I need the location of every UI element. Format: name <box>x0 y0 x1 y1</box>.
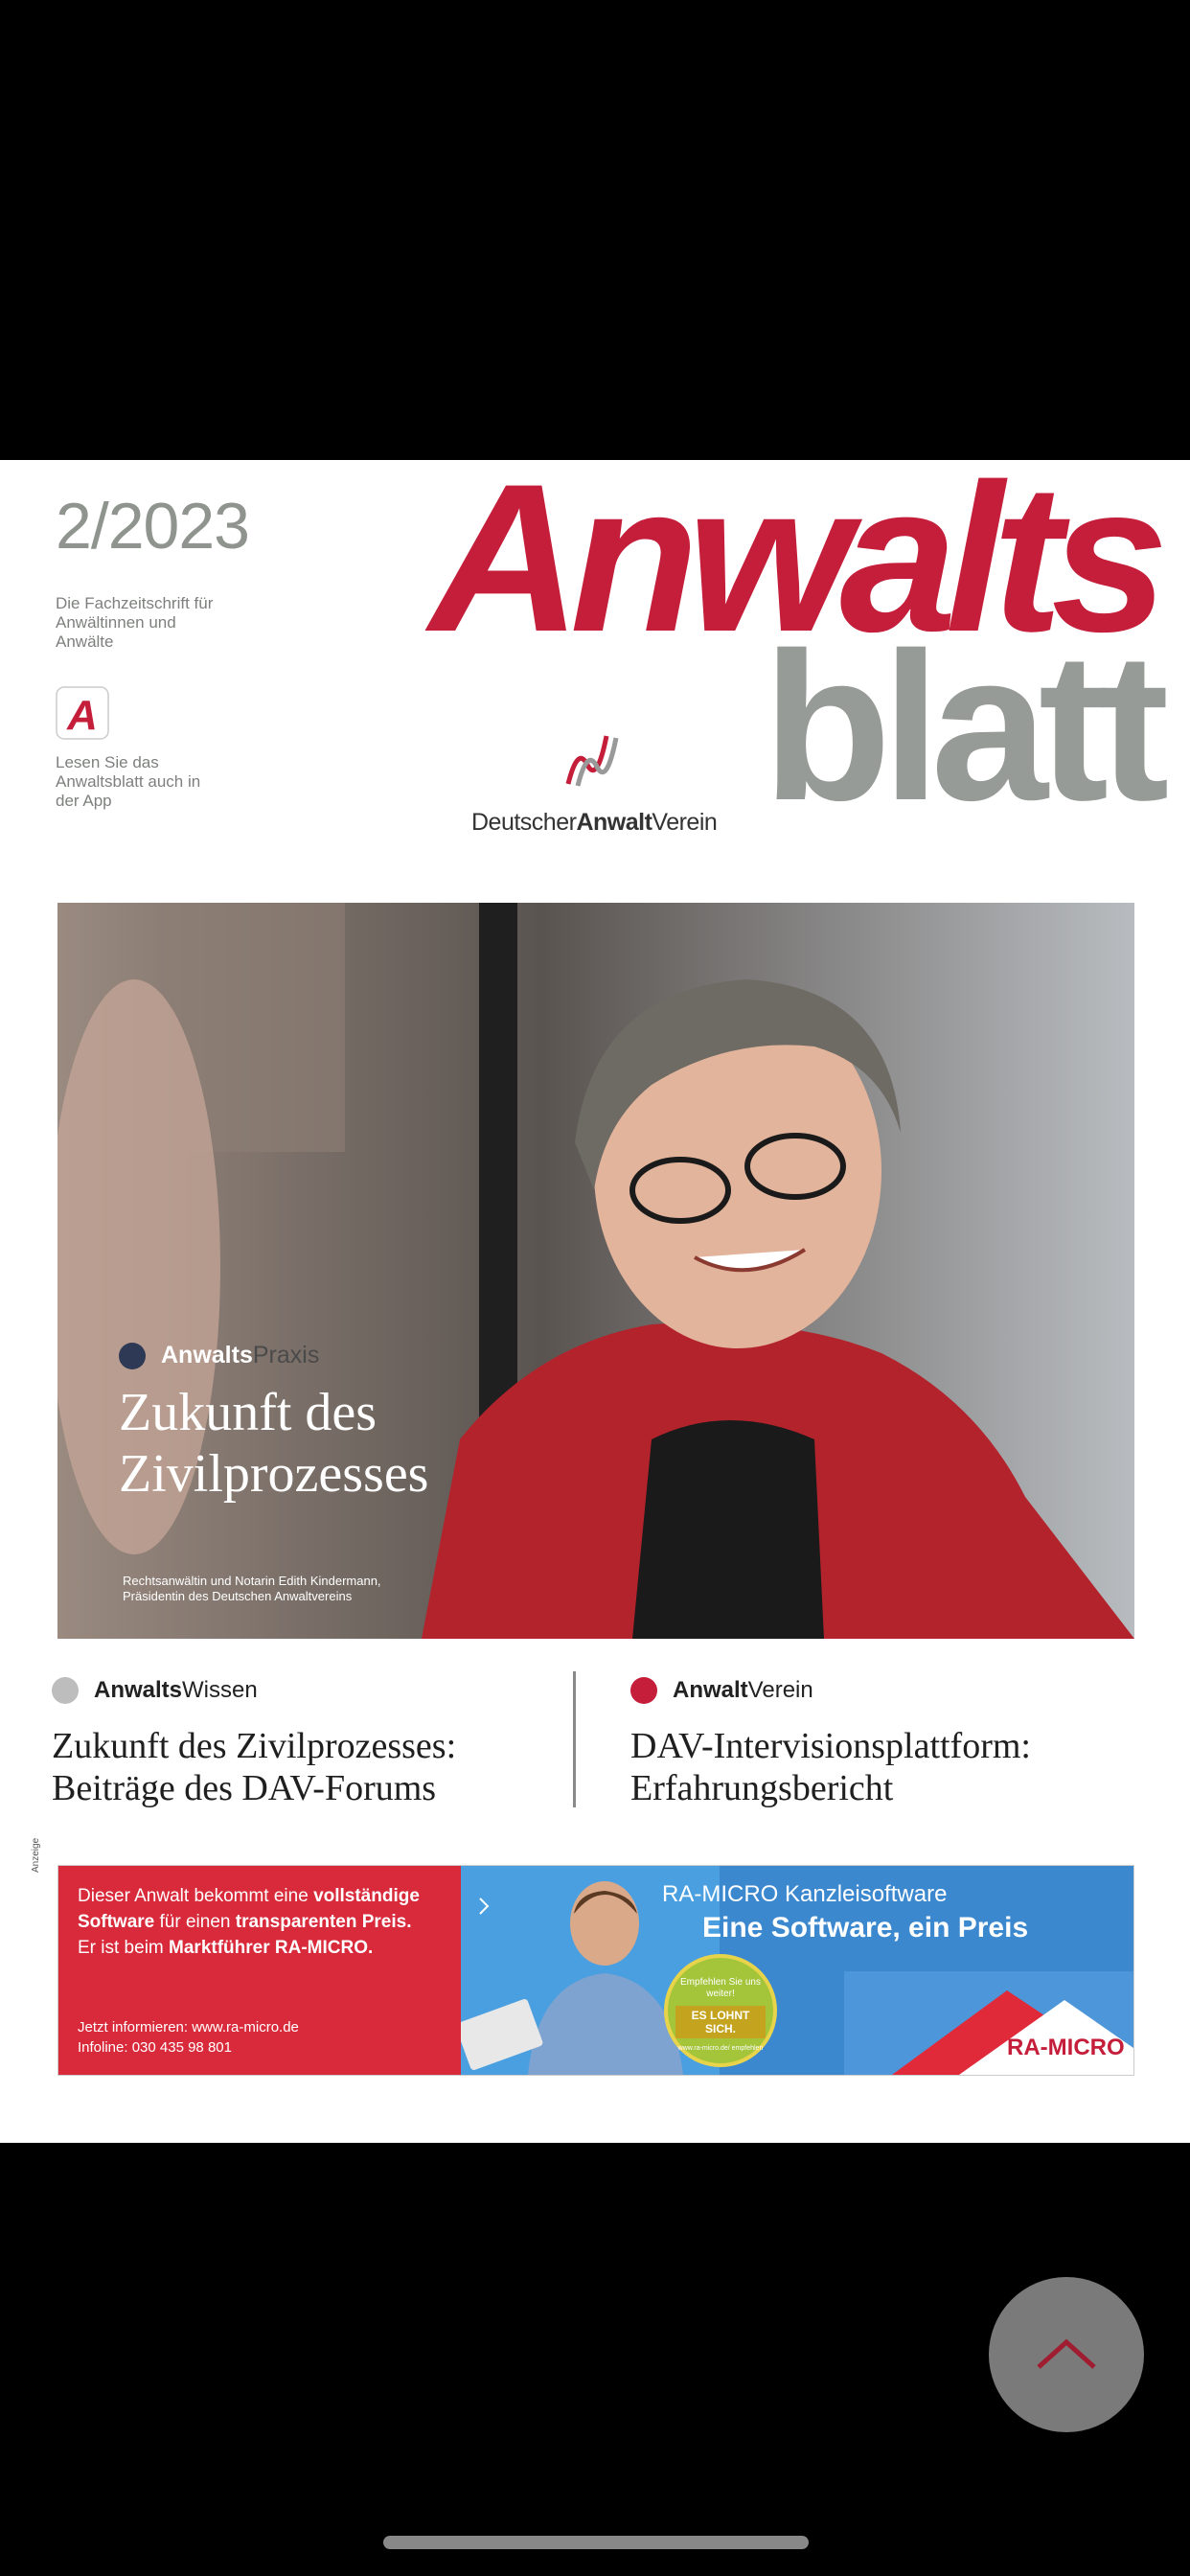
logo-blatt: blatt <box>763 609 1160 844</box>
app-note: Lesen Sie das Anwaltsblatt auch in der App <box>56 753 201 810</box>
teaser-dot <box>52 1677 79 1704</box>
ramicro-logo: RA-MICRO <box>1007 2035 1125 2060</box>
cover-caption: Rechtsanwältin und Notarin Edith Kindermann, Präsidentin des Deutschen Anwaltvereins <box>123 1574 381 1603</box>
teaser-label: Anwalts Wissen <box>52 1677 550 1704</box>
logo-anwalts: Anwalts <box>429 440 1157 676</box>
teaser-title: Zukunft des Zivilprozesses: Beiträge des DAV-Forums <box>52 1726 457 1808</box>
home-indicator[interactable] <box>383 2536 809 2549</box>
advertisement-banner[interactable] <box>57 1865 1134 2076</box>
cover-kicker: Anwalts Praxis <box>119 1342 319 1369</box>
portrait-photo <box>57 903 1134 1639</box>
ad-badge: Empfehlen Sie uns weiter! ES LOHNT SICH. www.ra-micro.de/ empfehlen <box>664 1954 777 2067</box>
publisher-name: DeutscherAnwaltVerein <box>471 809 718 836</box>
app-icon <box>56 686 109 740</box>
cover-title: Zukunft des Zivilprozesses <box>119 1383 429 1504</box>
kicker-dot <box>119 1343 146 1369</box>
svg-text:A: A <box>67 692 98 739</box>
ad-headline: Eine Software, ein Preis <box>702 1912 1029 1944</box>
teaser-label: Anwalt Verein <box>630 1677 1129 1704</box>
cover-photo[interactable] <box>57 903 1134 1639</box>
scroll-to-top-button[interactable] <box>989 2277 1144 2432</box>
teaser-anwaltswissen[interactable] <box>52 1677 550 1809</box>
magazine-cover-page[interactable] <box>0 440 1190 2143</box>
dav-logo-icon <box>563 726 621 794</box>
ad-copy: Dieser Anwalt bekommt eine vollständige Software für einen transparenten Preis. Er ist beim Marktführer RA-MICRO. <box>78 1886 420 1958</box>
ad-contact: Jetzt informieren: www.ra-micro.de Infoline: 030 435 98 801 <box>78 2019 299 2056</box>
issue-number: 2/2023 <box>56 490 249 563</box>
teaser-anwaltverein[interactable] <box>630 1677 1129 1809</box>
ad-tag: Anzeige <box>31 1837 41 1873</box>
chevron-up-icon <box>1033 2334 1100 2373</box>
ad-headline-sub: RA-MICRO Kanzleisoftware <box>662 1881 948 1907</box>
teaser-title: DAV-Intervisionsplattform: Erfahrungsbericht <box>630 1726 1031 1808</box>
teaser-divider <box>573 1671 576 1807</box>
chevron-right-icon <box>472 1895 495 1918</box>
magazine-tagline: Die Fachzeitschrift für Anwältinnen und Anwälte <box>56 594 214 651</box>
teaser-dot <box>630 1677 657 1704</box>
